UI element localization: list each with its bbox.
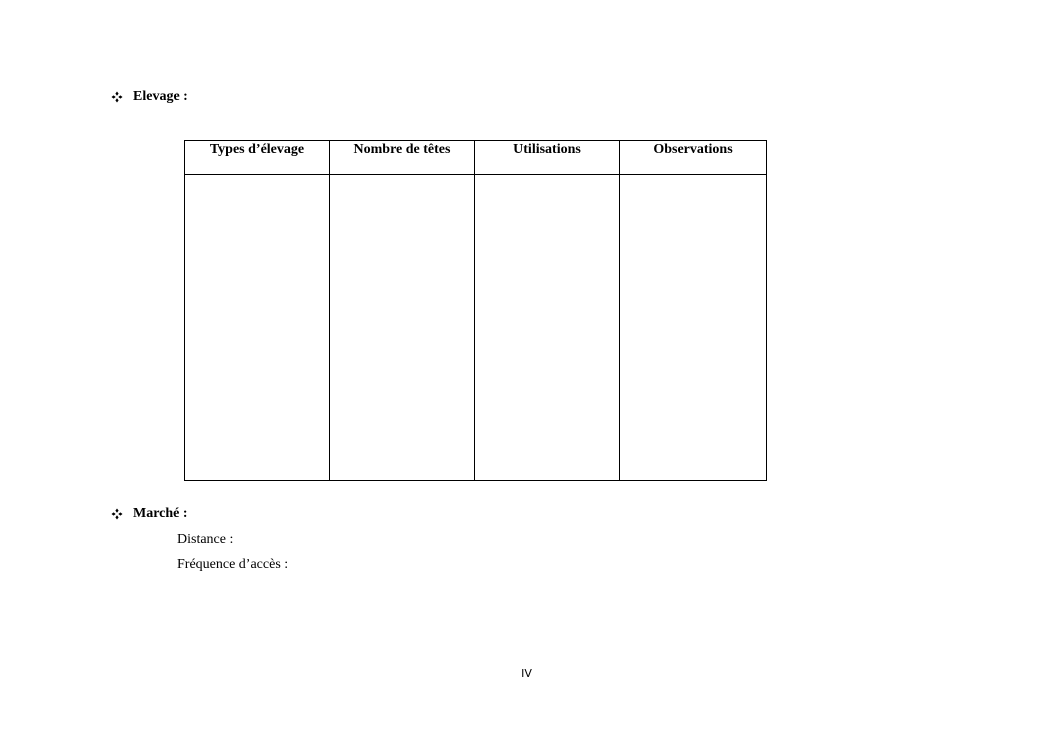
section-title-elevage: Elevage : — [133, 89, 188, 104]
table-header-row — [185, 141, 767, 175]
cell-nombre-tetes — [330, 175, 475, 481]
diamond-bullet-icon — [111, 91, 123, 103]
header-nombre-tetes: Nombre de têtes — [330, 141, 475, 175]
section-heading-marche — [111, 505, 188, 523]
cell-observations — [620, 175, 767, 481]
page-number: IV — [521, 667, 532, 680]
header-utilisations: Utilisations — [475, 141, 620, 175]
cell-types-elevage — [185, 175, 330, 481]
section-heading-elevage — [111, 88, 188, 106]
table-row — [185, 175, 767, 481]
cell-utilisations — [475, 175, 620, 481]
header-types-elevage: Types d’élevage — [185, 141, 330, 175]
diamond-bullet-icon — [111, 508, 123, 520]
section-title-marche: Marché : — [133, 506, 188, 521]
field-label-frequence-acces: Fréquence d’accès : — [177, 557, 289, 572]
elevage-table — [184, 140, 767, 481]
header-observations: Observations — [620, 141, 767, 175]
field-label-distance: Distance : — [177, 532, 234, 547]
